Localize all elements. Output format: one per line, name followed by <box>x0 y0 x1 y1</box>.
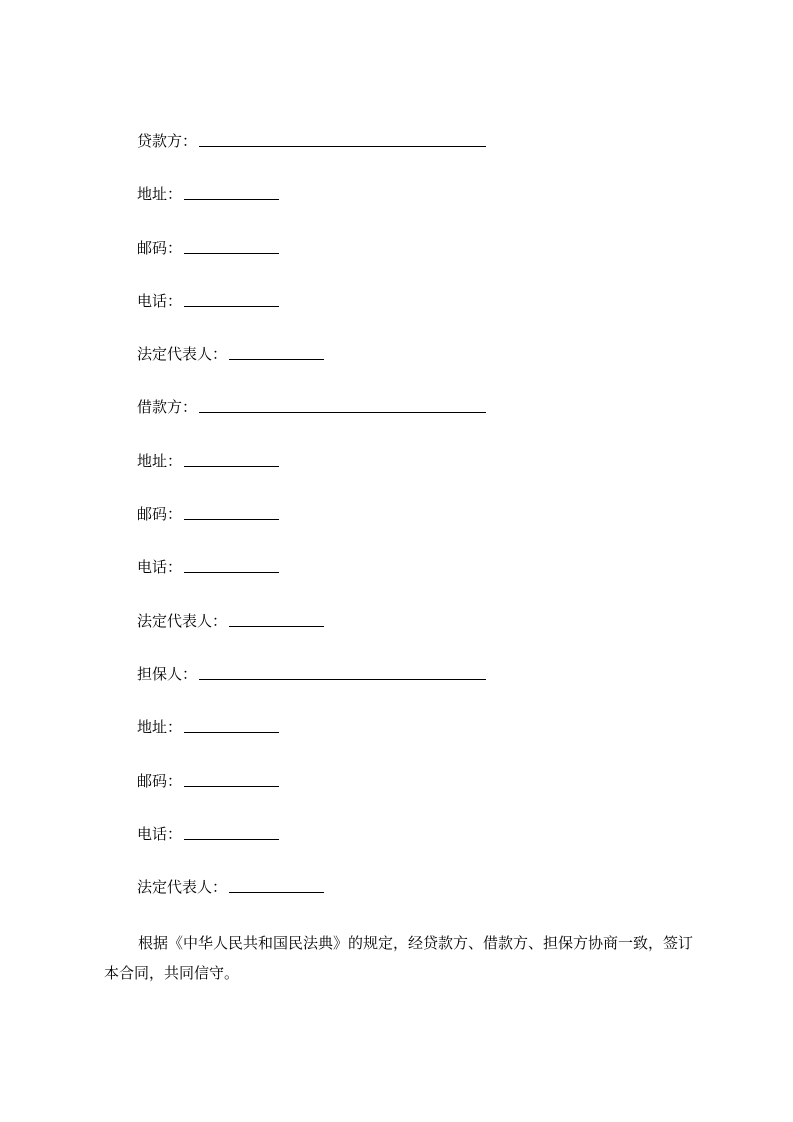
lender-postcode-field <box>137 237 697 290</box>
guarantor-representative-field <box>137 876 697 929</box>
guarantor-address-field <box>137 716 697 769</box>
borrower-field <box>137 396 697 449</box>
borrower-postcode-blank[interactable] <box>184 503 279 520</box>
guarantor-field <box>137 663 697 716</box>
lender-postcode-label: 邮码： <box>137 238 183 257</box>
lender-address-label: 地址： <box>137 185 183 204</box>
guarantor-phone-blank[interactable] <box>184 823 279 840</box>
borrower-blank[interactable] <box>199 396 486 413</box>
guarantor-phone-field <box>137 823 697 876</box>
lender-address-blank[interactable] <box>184 183 279 200</box>
guarantor-phone-label: 电话： <box>137 824 183 843</box>
lender-representative-field <box>137 343 697 396</box>
borrower-phone-field <box>137 556 697 609</box>
lender-phone-label: 电话： <box>137 291 183 310</box>
lender-phone-blank[interactable] <box>184 290 279 307</box>
guarantor-postcode-field <box>137 770 697 823</box>
guarantor-postcode-label: 邮码： <box>137 771 183 790</box>
borrower-phone-label: 电话： <box>137 558 183 577</box>
borrower-representative-label: 法定代表人： <box>137 611 228 630</box>
guarantor-label: 担保人： <box>137 664 198 683</box>
party-field-list <box>137 130 697 929</box>
borrower-phone-blank[interactable] <box>184 556 279 573</box>
lender-field <box>137 130 697 183</box>
borrower-representative-field <box>137 610 697 663</box>
guarantor-representative-label: 法定代表人： <box>137 878 228 897</box>
lender-postcode-blank[interactable] <box>184 237 279 254</box>
lender-blank[interactable] <box>199 130 486 147</box>
guarantor-representative-blank[interactable] <box>229 876 324 893</box>
lender-phone-field <box>137 290 697 343</box>
borrower-address-blank[interactable] <box>184 450 279 467</box>
lender-representative-blank[interactable] <box>229 343 324 360</box>
borrower-postcode-field <box>137 503 697 556</box>
guarantor-address-label: 地址： <box>137 718 183 737</box>
borrower-address-label: 地址： <box>137 451 183 470</box>
lender-address-field <box>137 183 697 236</box>
borrower-address-field <box>137 450 697 503</box>
guarantor-postcode-blank[interactable] <box>184 770 279 787</box>
lender-label: 贷款方： <box>137 132 198 150</box>
lender-representative-label: 法定代表人： <box>137 345 228 364</box>
guarantor-blank[interactable] <box>199 663 486 680</box>
borrower-label: 借款方： <box>137 398 198 417</box>
contract-preamble: 根据《中华人民共和国民法典》的规定，经贷款方、借款方、担保方协商一致，签订本合同，共同信守。 <box>104 934 694 982</box>
guarantor-address-blank[interactable] <box>184 716 279 733</box>
borrower-representative-blank[interactable] <box>229 610 324 627</box>
borrower-postcode-label: 邮码： <box>137 505 183 524</box>
